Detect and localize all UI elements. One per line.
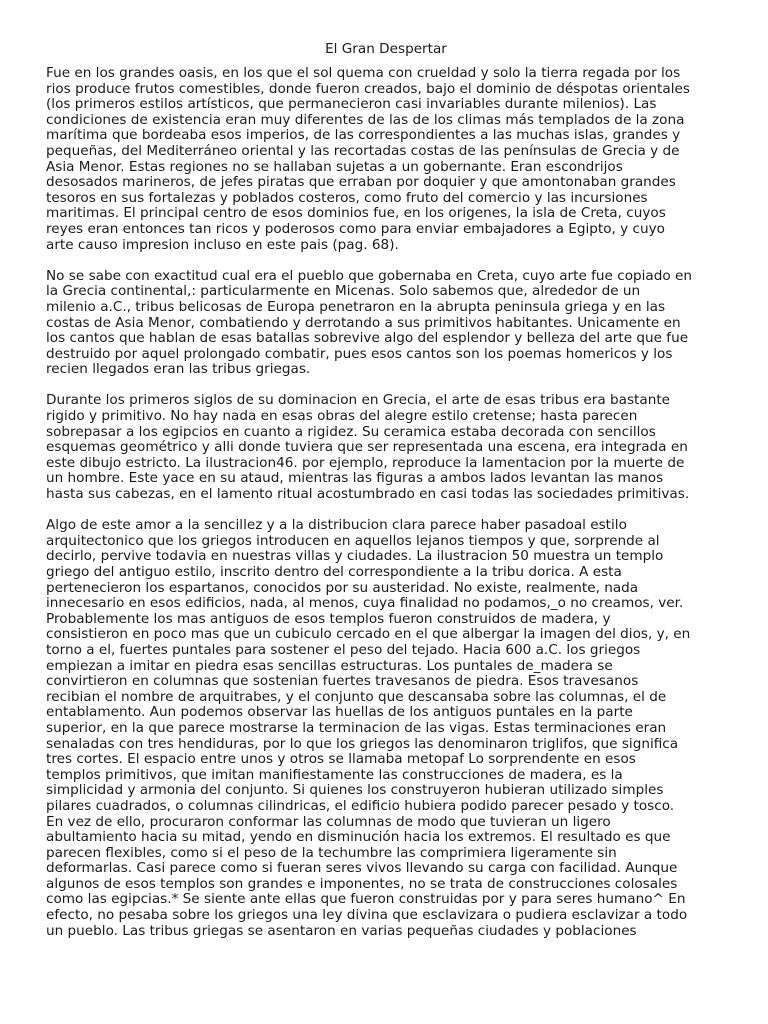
text-line: decirlo, pervive todavia en nuestras villas y ciudades. La ilustracion 50 muestra un templo <box>46 548 664 565</box>
text-line: convirtieron en columnas que sostenian fuertes travesanos de piedra. Esos travesanos <box>46 673 639 690</box>
text-line: (los primeros estilos artísticos, que permanecieron casi invariables durante milenios). Las <box>46 96 657 113</box>
text-line: los cantos que hablan de esas batallas sobrevive algo del esplendor y belleza del arte que fue <box>46 330 689 347</box>
text-line: destruido por aquel prolongado combatir, pues esos cantos son los poemas homericos y los <box>46 345 673 362</box>
text-line: pilares cuadrados, o columnas cilindricas, el edificio hubiera podido parecer pesado y tosco. <box>46 797 675 814</box>
text-line: esquemas geométrico y alli donde tuviera que ser representada una escena, era integrada en <box>46 439 688 456</box>
text-line: rigido y primitivo. No hay nada en esas obras del alegre estilo cretense; hasta parecen <box>46 408 638 425</box>
text-line: marítima que bordeaba esos imperios, de las correspondientes a las muchas islas, grandes y <box>46 127 681 144</box>
text-line: recibian el nombre de arquitrabes, y el conjunto que descansaba sobre las columnas, el de <box>46 688 667 705</box>
text-line: condiciones de existencia eran muy diferentes de las de los climas más templados de la zona <box>46 111 685 128</box>
text-line: tesoros en sus fortalezas y poblados costeros, como fruto del comercio y las incursiones <box>46 189 648 206</box>
text-line: reyes eran entonces tan ricos y poderosos como para enviar embajadores a Egipto, y cuyo <box>46 220 665 237</box>
text-line: la Grecia continental,: particularmente en Micenas. Solo sabemos que, alrededor de un <box>46 283 641 300</box>
text-line: un pueblo. Las tribus griegas se asentaron en varias pequeñas ciudades y poblaciones <box>46 922 637 939</box>
document-body <box>46 66 726 939</box>
text-line: recien llegados eran las tribus griegas. <box>46 361 311 378</box>
text-line: Fue en los grandes oasis, en los que el sol quema con crueldad y solo la tierra regada por los <box>46 65 681 81</box>
paragraph <box>46 393 726 502</box>
text-line: No se sabe con exactitud cual era el pueblo que gobernaba en Creta, cuyo arte fue copiado en <box>46 267 692 284</box>
text-line: deformarlas. Casi parece como si fueran seres vivos llevando su carga con facilidad. Aunque <box>46 860 678 877</box>
document-page <box>46 40 726 939</box>
text-line: templos primitivos, que imitan manifiestamente las construcciones de madera, es la <box>46 766 623 783</box>
text-line: tres cortes. El espacio entre unos y otros se llamaba metopaf Lo sorprendente en esos <box>46 751 636 768</box>
text-line: milenio a.C., tribus belicosas de Europa penetraron en la abrupta peninsula griega y en las <box>46 298 666 315</box>
text-line: un hombre. Este yace en su ataud, mientras las figuras a ambos lados levantan las manos <box>46 470 664 487</box>
text-line: costas de Asia Menor, combatiendo y derrotando a sus primitivos habitantes. Unicamente en <box>46 314 681 331</box>
text-line: arte causo impresion incluso en este pais (pag. 68). <box>46 236 399 253</box>
text-line: innecesario en esos edificios, nada, al menos, cuya finalidad no podamos,_o no creamos, ver. <box>46 595 684 612</box>
text-line: abultamiento hacia su mitad, yendo en disminución hacia los extremos. El resultado es que <box>46 829 671 846</box>
text-line: algunos de esos templos son grandes e imponentes, no se trata de construcciones colosales <box>46 875 678 892</box>
text-line: empiezan a imitar en piedra esas sencillas estructuras. Los puntales de_madera se <box>46 657 613 674</box>
text-line: simplicidad y armonia del conjunto. Si quienes los construyeron hubieran utilizado simples <box>46 782 664 799</box>
text-line: En vez de ello, procuraron conformar las columnas de modo que tuvieran un ligero <box>46 813 611 830</box>
document-title: El Gran Despertar <box>325 41 447 57</box>
text-line: Algo de este amor a la sencillez y a la distribucion clara parece haber pasadoal estilo <box>46 517 627 534</box>
text-line: parecen flexibles, como si el peso de la techumbre las comprimiera ligeramente sin <box>46 844 617 861</box>
text-line: efecto, no pesaba sobre los griegos una ley divina que esclavizara o pudiera esclavizar a todo <box>46 907 688 924</box>
text-line: torno a el, fuertes puntales para sostener el peso del tejado. Hacia 600 a.C. los griegos <box>46 641 641 658</box>
text-line: Probablemente los mas antiguos de esos templos fueron construidos de madera, y <box>46 610 611 627</box>
text-line: hasta sus cabezas, en el lamento ritual acostumbrado en casi todas las sociedades primitivas. <box>46 486 690 503</box>
text-line: Durante los primeros siglos de su dominacion en Grecia, el arte de esas tribus era bastante <box>46 392 671 409</box>
text-line: senaladas con tres hendiduras, por lo que los griegos las denominaron triglifos, que significa <box>46 735 679 752</box>
text-line: rios produce frutos comestibles, donde fueron creados, bajo el dominio de déspotas orientales <box>46 80 690 97</box>
text-line: pertenecieron los espartanos, conocidos por su austeridad. No existe, realmente, nada <box>46 579 639 596</box>
text-line: como las egipcias.* Se siente ante ellas que fueron construidas por y para seres humano^ En <box>46 891 686 908</box>
text-line: superior, en la que parece mostrarse la terminacion de las vigas. Estas terminaciones eran <box>46 719 667 736</box>
text-line: desosados marineros, de jefes piratas que erraban por doquier y que amontonaban grandes <box>46 174 676 191</box>
text-line: sobrepasar a los egipcios en cuanto a rigidez. Su ceramica estaba decorada con sencillos <box>46 423 656 440</box>
text-line: Asia Menor. Estas regiones no se hallaban sujetas a un gobernante. Eran escondrijos <box>46 158 623 175</box>
paragraph <box>46 518 726 939</box>
text-line: consistieron en poco mas que un cubiculo cercado en el que albergar la imagen del dios, y, en <box>46 626 691 643</box>
paragraph <box>46 66 726 253</box>
text-line: griego del antiguo estilo, inscrito dentro del correspondiente a la tribu dorica. A esta <box>46 564 622 580</box>
text-line: arquitectonico que los griegos introducen en aquellos lejanos tiempos y que, sorprende al <box>46 532 660 549</box>
paragraph <box>46 269 726 378</box>
text-line: maritimas. El principal centro de esos dominios fue, en los origenes, la isla de Creta, cuyos <box>46 205 666 222</box>
text-line: este dibujo estricto. La ilustracion46. por ejemplo, reproduce la lamentacion por la muerte de <box>46 454 685 471</box>
text-line: entablamento. Aun podemos observar las huellas de los antiguos puntales en la parte <box>46 704 633 721</box>
text-line: pequeñas, del Mediterráneo oriental y las recortadas costas de las penínsulas de Grecia y de <box>46 142 680 159</box>
